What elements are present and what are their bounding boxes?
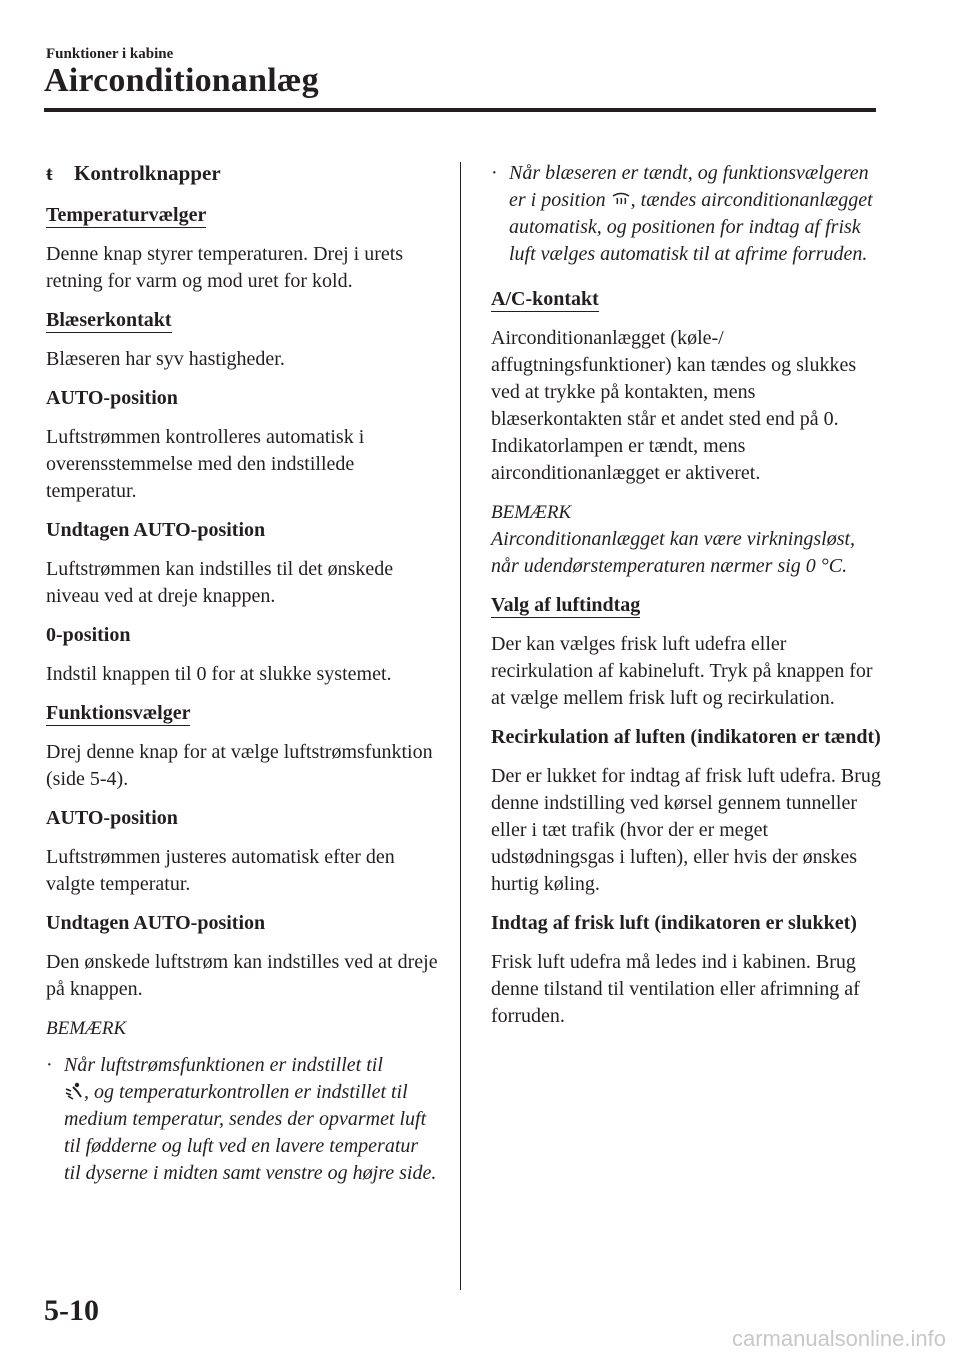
defrost-bullet (491, 160, 883, 268)
watermark: carmanualsonline.info (731, 1326, 946, 1351)
ac-heading: A/C-kontakt (491, 288, 599, 310)
defrost-bullet-text-a: Når blæseren er tændt, og funktionsvælgeren er i position (509, 162, 869, 211)
section-title-text: Kontrolknapper (74, 161, 221, 185)
note-text-right: Airconditionanlægget kan være virkningsløst, når udendørstemperaturen nærmer sig 0 °C. (491, 528, 856, 577)
mode-except-heading: Undtagen AUTO-position (46, 912, 266, 934)
ac-text-1: Airconditionanlægget (køle-/ affugtningsfunktioner) kan tændes og slukkes ved at trykke på kontakten, mens blæserkontakten står et andet sted end på 0. (491, 327, 857, 430)
floor-vent-icon (64, 1082, 84, 1100)
blower-zero-heading: 0-position (46, 624, 131, 646)
blower-heading: Blæserkontakt (46, 309, 172, 331)
defrost-bullet-text-b: , tændes airconditionanlægget automatisk, og positionen for indtag af frisk luft vælges automatisk til at afrime forruden. (509, 189, 873, 265)
bullet-dot-icon: · (46, 1054, 53, 1076)
note-label-right: BEMÆRK (491, 502, 572, 523)
blower-zero-text: Indstil knappen til 0 for at slukke systemet. (46, 663, 392, 685)
note-bullet-text-a: Når luftstrømsfunktionen er indstillet til (64, 1054, 383, 1076)
column-divider (460, 162, 461, 1290)
page-title: Airconditionanlæg (44, 62, 319, 99)
fresh-text: Frisk luft udefra må ledes ind i kabinen. Brug denne tilstand til ventilation eller afrimning af forruden. (491, 951, 860, 1027)
note-label: BEMÆRK (46, 1018, 127, 1039)
blower-text: Blæseren har syv hastigheder. (46, 348, 285, 370)
intake-heading: Valg af luftindtag (491, 594, 641, 616)
ac-text-2: Indikatorlampen er tændt, mens airconditionanlægget er aktiveret. (491, 435, 761, 484)
blower-auto-text: Luftstrømmen kontrolleres automatisk i overensstemmelse med den indstillede temperatur. (46, 426, 365, 502)
section-marker-icon: ŧ (46, 163, 53, 185)
mode-auto-text: Luftstrømmen justeres automatisk efter den valgte temperatur. (46, 846, 395, 895)
note-bullet (46, 1052, 438, 1187)
mode-auto-heading: AUTO-position (46, 807, 178, 829)
temperature-text: Denne knap styrer temperaturen. Drej i urets retning for varm og mod uret for kold. (46, 243, 404, 292)
blower-auto-heading: AUTO-position (46, 387, 178, 409)
header-section-label: Funktioner i kabine (46, 46, 174, 62)
fresh-heading: Indtag af frisk luft (indikatoren er slukket) (491, 912, 857, 934)
recirc-text: Der er lukket for indtag af frisk luft udefra. Brug denne indstilling ved kørsel gennem tunneller eller i tæt trafik (hvor der er meget udstødningsgas i luften), eller hvis der ønskes hurtig køling. (491, 765, 881, 895)
recirc-heading: Recirkulation af luften (indikatoren er tændt) (491, 726, 881, 748)
note-bullet-text-b: , og temperaturkontrollen er indstillet til medium temperatur, sendes der opvarmet luft til fødderne og luft ved en lavere temperatur til dyserne i midten samt venstre og højre side. (64, 1081, 437, 1184)
bullet-dot-icon: · (491, 162, 498, 184)
mode-heading: Funktionsvælger (46, 702, 191, 724)
page-number: 5-10 (44, 1294, 99, 1327)
temperature-heading: Temperaturvælger (46, 204, 207, 226)
blower-except-heading: Undtagen AUTO-position (46, 519, 266, 541)
defroster-icon (611, 190, 631, 208)
left-column (46, 160, 438, 1199)
section-title (46, 160, 438, 188)
mode-text: Drej denne knap for at vælge luftstrømsfunktion (side 5-4). (46, 741, 433, 790)
blower-except-text: Luftstrømmen kan indstilles til det ønskede niveau ved at dreje knappen. (46, 558, 394, 607)
mode-except-text: Den ønskede luftstrøm kan indstilles ved at dreje på knappen. (46, 951, 438, 1000)
header-rule (44, 108, 876, 112)
right-column (491, 160, 883, 1042)
intake-text: Der kan vælges frisk luft udefra eller recirkulation af kabineluft. Tryk på knappen for at vælge mellem frisk luft og recirkulation. (491, 633, 873, 709)
